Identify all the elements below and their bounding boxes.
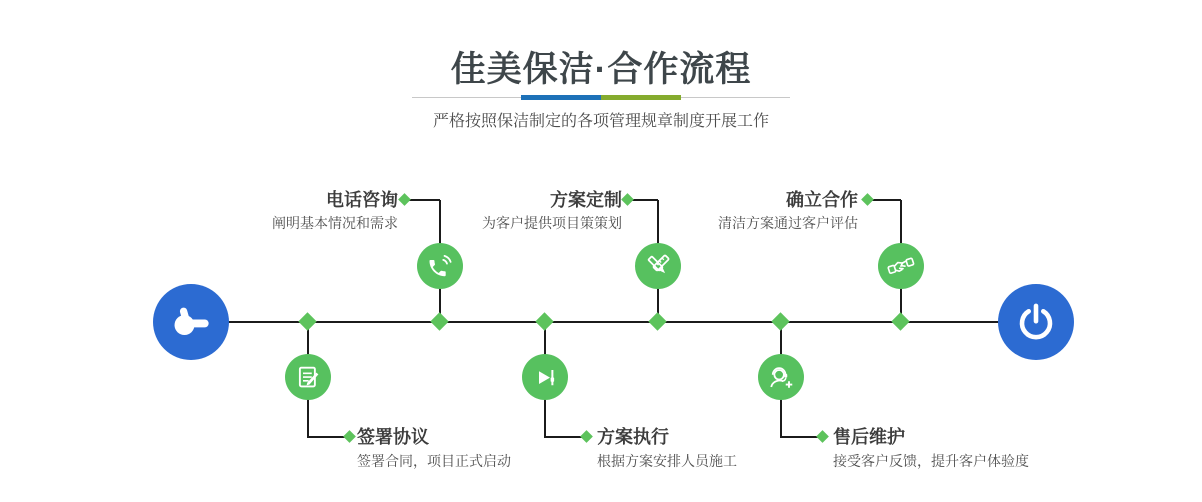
start-node [153, 284, 229, 360]
timeline-node [771, 312, 789, 330]
phone-icon [425, 251, 455, 281]
branch-line [408, 199, 440, 201]
label-diamond [343, 430, 356, 443]
label-diamond [816, 430, 829, 443]
timeline-node [298, 312, 316, 330]
title-divider [412, 95, 790, 100]
step-icon-circle [285, 354, 331, 400]
step-title: 方案执行 [597, 427, 669, 447]
step-title: 签署协议 [357, 427, 429, 447]
step-icon-circle [522, 354, 568, 400]
page-title: 佳美保洁·合作流程 [450, 50, 752, 89]
step-icon-circle [635, 243, 681, 289]
step-title: 电话咨询 [326, 190, 398, 210]
timeline-node [430, 312, 448, 330]
step-desc: 接受客户反馈，提升客户体验度 [833, 453, 1029, 469]
label-diamond [398, 193, 411, 206]
power-icon [1013, 299, 1059, 345]
label-diamond [580, 430, 593, 443]
page-subtitle: 严格按照保洁制定的各项管理规章制度开展工作 [432, 113, 769, 130]
step-title: 售后维护 [833, 427, 905, 447]
step-title: 方案定制 [550, 190, 622, 210]
handshake-icon [886, 251, 916, 281]
step-title: 确立合作 [786, 190, 858, 210]
step-desc: 为客户提供项目策策划 [482, 215, 622, 231]
step-desc: 清洁方案通过客户评估 [718, 215, 858, 231]
pointing-hand-icon [168, 299, 214, 345]
end-node [998, 284, 1074, 360]
label-diamond [861, 193, 874, 206]
headset-plus-icon [766, 362, 796, 392]
step-icon-circle [878, 243, 924, 289]
timeline-node [891, 312, 909, 330]
branch-line [544, 436, 583, 438]
step-desc: 签署合同，项目正式启动 [357, 453, 511, 469]
timeline-node [648, 312, 666, 330]
step-icon-circle [758, 354, 804, 400]
branch-line [780, 436, 819, 438]
branch-line [631, 199, 658, 201]
step-desc: 阐明基本情况和需求 [272, 215, 398, 231]
divider-blue-segment [521, 95, 601, 100]
play-slider-icon [530, 362, 560, 392]
contract-pen-icon [293, 362, 323, 392]
branch-line [307, 436, 346, 438]
timeline-node [535, 312, 553, 330]
branch-line [872, 199, 901, 201]
step-desc: 根据方案安排人员施工 [597, 453, 737, 469]
label-diamond [621, 193, 634, 206]
divider-green-segment [601, 95, 681, 100]
step-icon-circle [417, 243, 463, 289]
pencil-ruler-icon [643, 251, 673, 281]
